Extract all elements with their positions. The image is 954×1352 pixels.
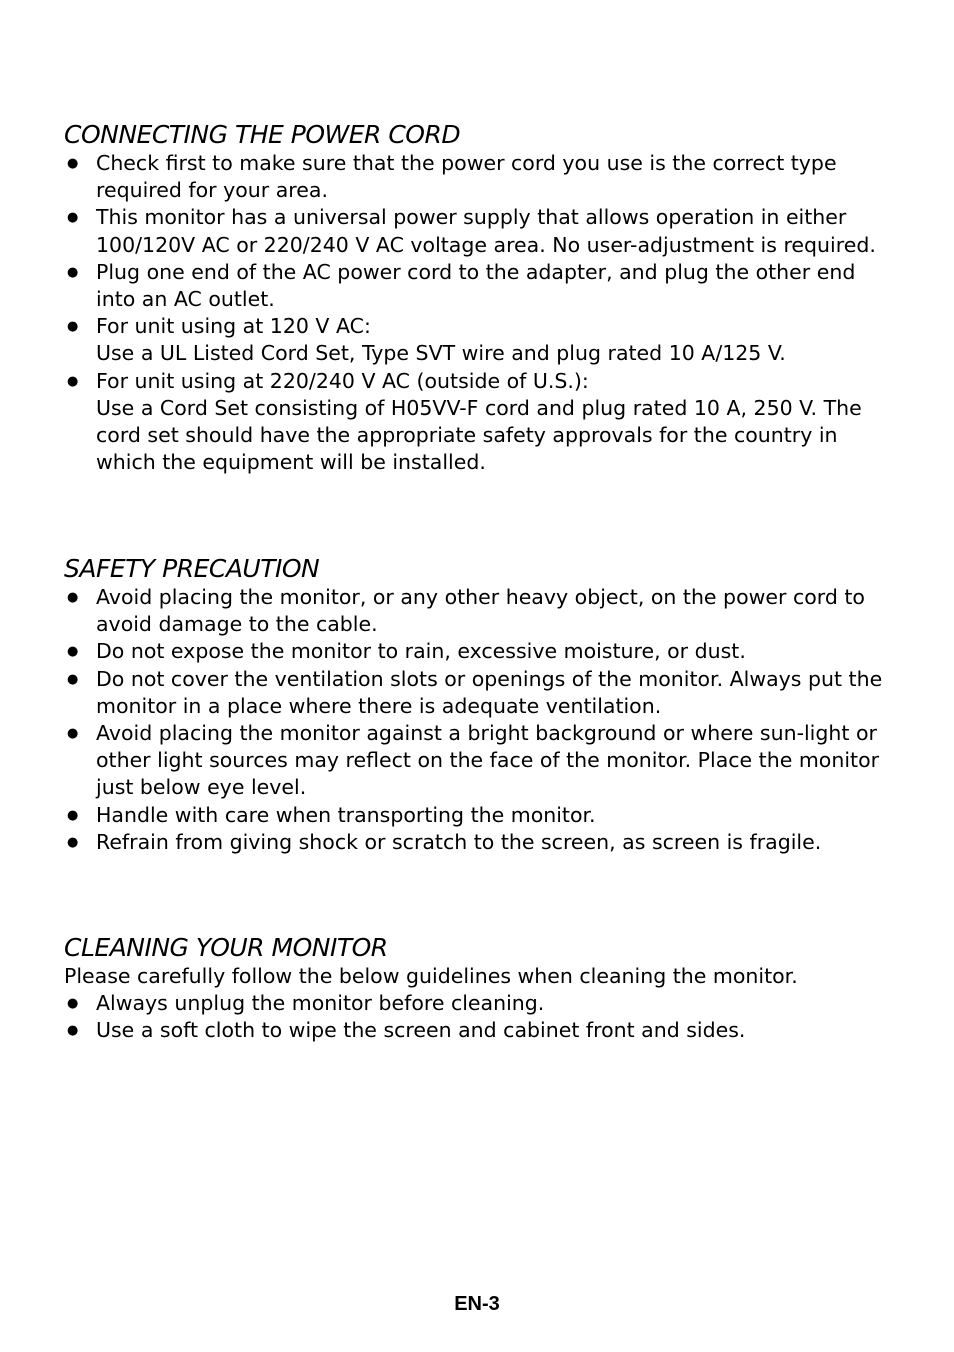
list-item-text: For unit using at 120 V AC: [96,314,371,339]
list-item-text: For unit using at 220/240 V AC (outside of U.S.): [96,368,589,393]
list-item-text: Use a soft cloth to wipe the screen and cabinet front and sides. [96,1018,746,1043]
list-item-detail: Use a Cord Set consisting of H05VV-F cord and plug rated 10 A, 250 V. The cord set should have the appropriate safety approvals for the country in which the equipment will be installed. [96,395,862,475]
section-heading: SAFETY PRECAUTION [64,554,320,583]
bullet-icon: ● [67,807,79,823]
section-intro: Please carefully follow the below guidelines when cleaning the monitor. [64,964,798,988]
bullet-icon: ● [67,1023,79,1039]
list-item-text: Do not cover the ventilation slots or openings of the monitor. Always put the monitor in a place where there is adequate ventilation. [96,666,883,718]
bullet-icon: ● [67,264,79,280]
list-item-text: Refrain from giving shock or scratch to the screen, as screen is fragile. [96,829,822,854]
list-item [64,1017,894,1044]
list-item [64,150,894,204]
list-item [64,584,894,638]
bullet-list [64,150,894,476]
list-item [64,638,894,665]
page-number: EN-3 [454,1293,500,1315]
section-heading: CONNECTING THE POWER CORD [64,120,461,149]
list-item [64,829,894,856]
bullet-icon: ● [67,210,79,226]
list-item [64,313,894,367]
list-item-text: Do not expose the monitor to rain, excessive moisture, or dust. [96,639,746,664]
bullet-list [64,990,894,1044]
list-item [64,720,894,802]
bullet-icon: ● [67,644,79,660]
list-item [64,990,894,1017]
list-item-text: Check first to make sure that the power cord you use is the correct type required for your area. [96,151,837,203]
list-item [64,259,894,313]
list-item-text: Plug one end of the AC power cord to the adapter, and plug the other end into an AC outlet. [96,259,856,312]
list-item [64,368,894,477]
section-safety-precaution [64,554,894,856]
bullet-icon: ● [67,156,79,171]
bullet-icon: ● [67,373,79,389]
bullet-icon: ● [67,671,79,687]
list-item-text: Avoid placing the monitor, or any other heavy object, on the power cord to avoid damage to the cable. [96,585,865,637]
bullet-icon: ● [67,996,79,1011]
bullet-list [64,584,894,856]
list-item-detail: Use a UL Listed Cord Set, Type SVT wire and plug rated 10 A/125 V. [96,341,786,366]
bullet-icon: ● [67,834,79,850]
list-item-text: Avoid placing the monitor against a bright background or where sun-light or other light sources may reflect on the face of the monitor. Place the monitor just below eye level. [96,721,880,800]
section-cleaning-monitor [64,933,894,1044]
bullet-icon: ● [67,590,79,605]
list-item-text: This monitor has a universal power supply that allows operation in either 100/120V AC or 220/240 V AC voltage area. No user-adjustment is required. [96,205,876,257]
section-connecting-power-cord [64,120,894,476]
list-item-text: Always unplug the monitor before cleaning. [96,991,545,1015]
list-item [64,204,894,258]
bullet-icon: ● [67,726,79,742]
bullet-icon: ● [67,319,79,335]
list-item [64,666,894,720]
list-item [64,802,894,829]
list-item-text: Handle with care when transporting the monitor. [96,802,596,827]
section-heading: CLEANING YOUR MONITOR [64,933,388,962]
